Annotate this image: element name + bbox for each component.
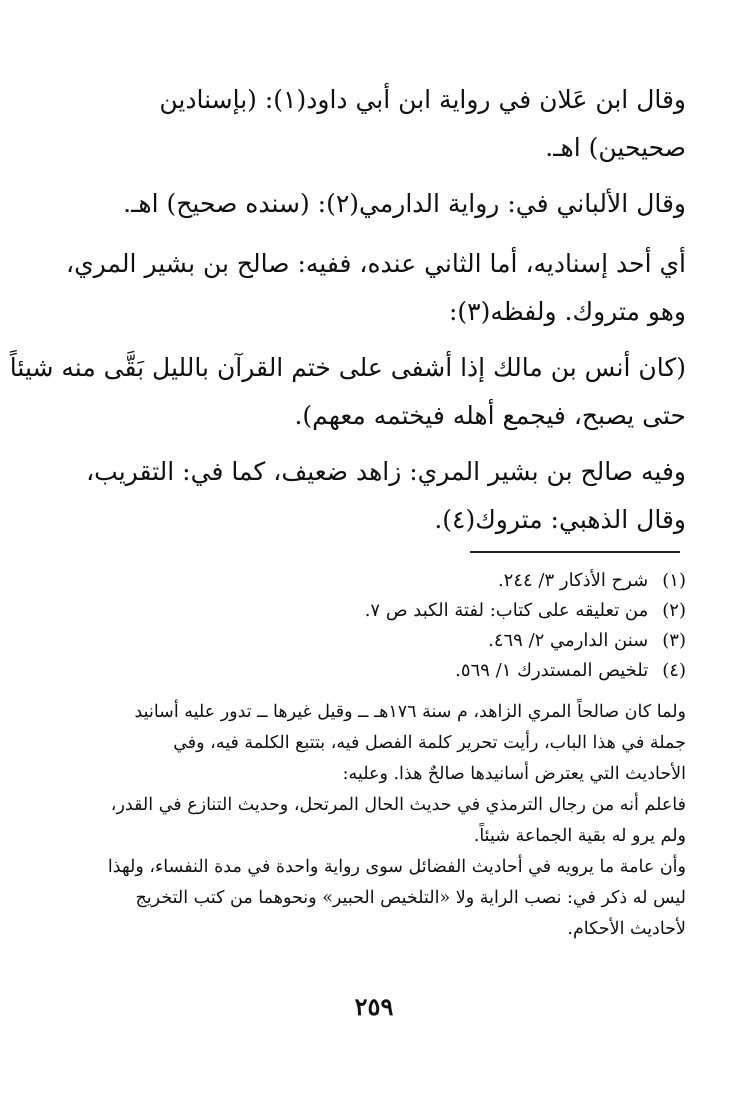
footnote-text: تلخيص المستدرك ١/ ٥٦٩. — [455, 660, 649, 681]
footnote-item — [70, 566, 686, 596]
page-number: ٢٥٩ — [354, 992, 394, 1021]
footnote-list — [70, 566, 686, 686]
text-line: وقال الذهبي: متروك(٤). — [434, 505, 686, 534]
footnote-number: (٤) — [662, 660, 686, 681]
text-line: ولم يرو له بقية الجماعة شيئاً. — [473, 826, 686, 846]
text-line: ليس له ذكر في: نصب الراية ولا «التلخيص الحبير» ونحوهما من كتب التخريج — [135, 888, 686, 908]
footnote-item — [70, 626, 686, 656]
paragraph-hadith-quote — [9, 344, 686, 440]
text-line: أي أحد إسناديه، أما الثاني عنده، ففيه: صالح بن بشير المري، — [66, 249, 686, 278]
text-line: وهو متروك. ولفظه(٣): — [448, 297, 686, 326]
footnote-text: سنن الدارمي ٢/ ٤٦٩. — [488, 630, 649, 651]
footnote-commentary — [70, 697, 686, 945]
footnote-number: (٣) — [662, 630, 686, 651]
text-line: جملة في هذا الباب، رأيت تحرير كلمة الفصل فيه، بتتبع الكلمة فيه، وفي — [173, 733, 686, 753]
text-line: (كان أنس بن مالك إذا أشفى على ختم القرآن بالليل بَقَّى منه شيئاً — [9, 353, 686, 382]
text-line: وقال الألباني في: رواية الدارمي(٢): (سنده صحيح) اهـ. — [123, 189, 686, 218]
text-line: ولما كان صالحاً المري الزاهد، م سنة ١٧٦هـ ــ وقيل غيرها ــ تدور عليه أسانيد — [134, 702, 686, 722]
footnote-item — [70, 656, 686, 686]
paragraph-isnad — [66, 240, 686, 336]
text-line: لأحاديث الأحكام. — [567, 919, 686, 939]
footnote-number: (١) — [662, 570, 686, 591]
footnote-number: (٢) — [662, 600, 686, 621]
text-line: وأن عامة ما يرويه في أحاديث الفضائل سوى رواية واحدة في مدة النفساء، ولهذا — [107, 857, 686, 877]
text-line: وفيه صالح بن بشير المري: زاهد ضعيف، كما في: التقريب، — [86, 457, 686, 486]
paragraph-ibn-allan — [78, 76, 686, 172]
text-line: الأحاديث التي يعترض أسانيدها صالحٌ هذا. وعليه: — [342, 764, 686, 784]
paragraph-salih — [78, 448, 686, 544]
text-line: حتى يصبح، فيجمع أهله فيختمه معهم). — [294, 401, 686, 430]
footnote-text: من تعليقه على كتاب: لفتة الكبد ص ٧. — [364, 600, 649, 621]
text-line: فاعلم أنه من رجال الترمذي في حديث الحال المرتحل، وحديث التنازع في القدر، — [110, 795, 686, 815]
paragraph-albani — [78, 180, 686, 228]
text-line: صحيحين) اهـ. — [545, 133, 686, 162]
footnote-item — [70, 596, 686, 626]
footnote-divider — [470, 551, 680, 553]
text-line: وقال ابن عَلان في رواية ابن أبي داود(١): (بإسنادين — [159, 85, 686, 114]
footnote-text: شرح الأذكار ٣/ ٢٤٤. — [497, 570, 649, 591]
